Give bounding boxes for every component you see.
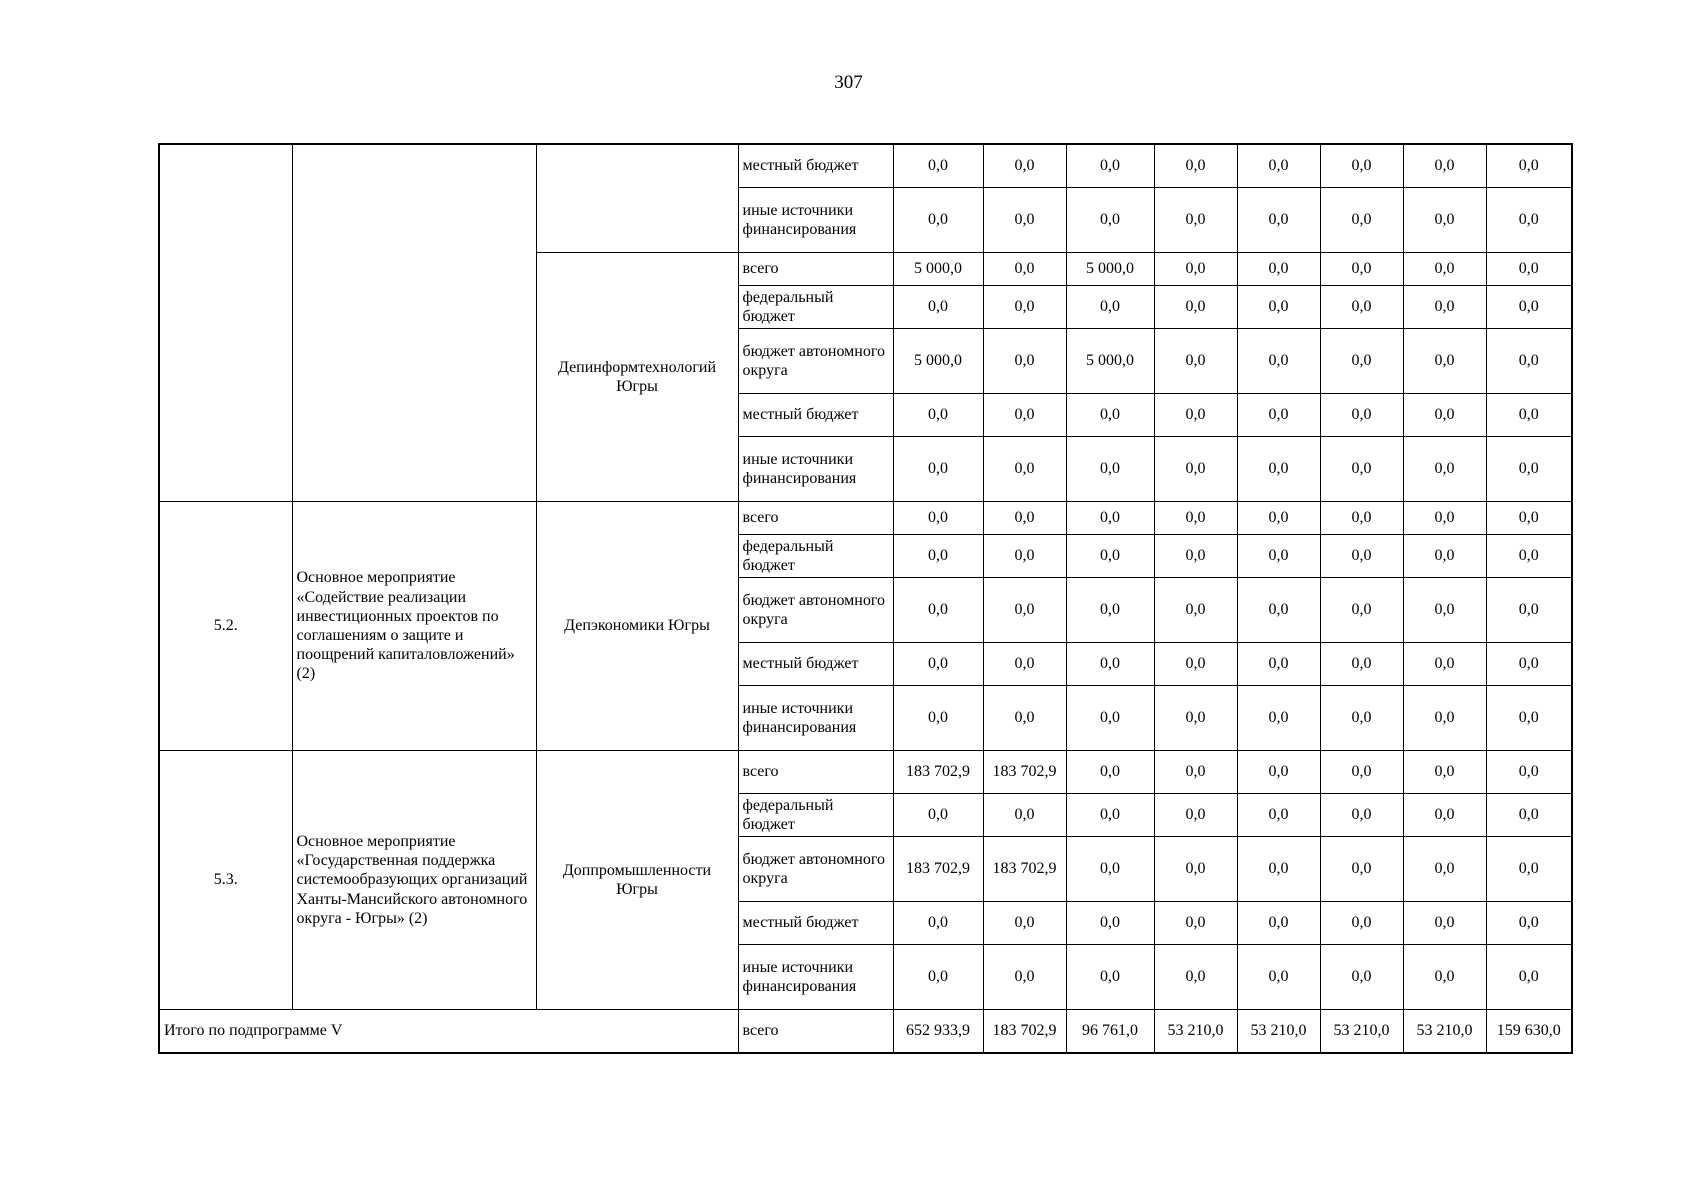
value-cell: 0,0: [1320, 902, 1403, 945]
value-cell: 183 702,9: [983, 751, 1066, 794]
value-cell: 0,0: [1237, 578, 1320, 643]
source-cell: федеральный бюджет: [738, 535, 893, 578]
value-cell: 0,0: [1237, 329, 1320, 394]
index-cell: [159, 144, 292, 502]
value-cell: 0,0: [1320, 188, 1403, 253]
value-cell: 0,0: [1403, 502, 1486, 535]
value-cell: 0,0: [1154, 945, 1237, 1010]
value-cell: 0,0: [1403, 794, 1486, 837]
total-value-cell: 53 210,0: [1154, 1010, 1237, 1054]
value-cell: 0,0: [1486, 253, 1572, 286]
value-cell: 0,0: [893, 144, 983, 188]
value-cell: 0,0: [1154, 902, 1237, 945]
value-cell: 0,0: [1486, 643, 1572, 686]
value-cell: 0,0: [893, 945, 983, 1010]
item-index: 5.3.: [159, 751, 292, 1010]
value-cell: 0,0: [1154, 686, 1237, 751]
value-cell: 0,0: [1066, 578, 1154, 643]
value-cell: 0,0: [893, 437, 983, 502]
total-row: [159, 1010, 1572, 1054]
value-cell: 0,0: [893, 188, 983, 253]
value-cell: 0,0: [1320, 502, 1403, 535]
value-cell: 0,0: [1237, 535, 1320, 578]
value-cell: 0,0: [1154, 837, 1237, 902]
value-cell: 0,0: [1154, 144, 1237, 188]
value-cell: 0,0: [1320, 578, 1403, 643]
value-cell: 0,0: [1320, 643, 1403, 686]
source-cell: местный бюджет: [738, 394, 893, 437]
value-cell: 0,0: [983, 794, 1066, 837]
value-cell: 5 000,0: [893, 253, 983, 286]
value-cell: 0,0: [1154, 535, 1237, 578]
value-cell: 0,0: [1403, 188, 1486, 253]
total-value-cell: 53 210,0: [1320, 1010, 1403, 1054]
value-cell: 0,0: [893, 902, 983, 945]
value-cell: 0,0: [1066, 751, 1154, 794]
source-cell: иные источники финансирования: [738, 188, 893, 253]
value-cell: 0,0: [1237, 394, 1320, 437]
value-cell: 0,0: [983, 686, 1066, 751]
total-label: Итого по подпрограмме V: [159, 1010, 738, 1054]
value-cell: 0,0: [1237, 253, 1320, 286]
table-row: [159, 144, 1572, 188]
value-cell: 0,0: [1154, 578, 1237, 643]
value-cell: 0,0: [1486, 535, 1572, 578]
value-cell: 0,0: [1066, 437, 1154, 502]
value-cell: 0,0: [1403, 394, 1486, 437]
value-cell: 0,0: [1154, 329, 1237, 394]
value-cell: 0,0: [983, 578, 1066, 643]
value-cell: 0,0: [1154, 794, 1237, 837]
name-cell: [292, 144, 536, 502]
total-value-cell: 53 210,0: [1237, 1010, 1320, 1054]
source-cell: иные источники финансирования: [738, 945, 893, 1010]
budget-table: [158, 143, 1573, 1054]
value-cell: 0,0: [1403, 945, 1486, 1010]
value-cell: 0,0: [1237, 751, 1320, 794]
value-cell: 0,0: [1403, 437, 1486, 502]
value-cell: 0,0: [893, 394, 983, 437]
value-cell: 0,0: [1486, 329, 1572, 394]
value-cell: 0,0: [1237, 286, 1320, 329]
value-cell: 0,0: [893, 578, 983, 643]
value-cell: 0,0: [1154, 286, 1237, 329]
value-cell: 0,0: [1237, 686, 1320, 751]
source-cell: местный бюджет: [738, 902, 893, 945]
source-cell: бюджет автономного округа: [738, 837, 893, 902]
item-name: Основное мероприятие «Содействие реализации инвестиционных проектов по соглашениям о защите и поощрений капиталовложений» (2): [292, 502, 536, 751]
value-cell: 0,0: [1066, 837, 1154, 902]
value-cell: 0,0: [893, 643, 983, 686]
value-cell: 0,0: [1154, 751, 1237, 794]
value-cell: 0,0: [1066, 686, 1154, 751]
executor-cell: Депэкономики Югры: [536, 502, 738, 751]
executor-cell: Доппромышленности Югры: [536, 751, 738, 1010]
value-cell: 0,0: [1486, 578, 1572, 643]
value-cell: 0,0: [1154, 188, 1237, 253]
value-cell: 183 702,9: [893, 751, 983, 794]
value-cell: 0,0: [1154, 437, 1237, 502]
value-cell: 0,0: [983, 253, 1066, 286]
source-cell: местный бюджет: [738, 144, 893, 188]
value-cell: 0,0: [1486, 286, 1572, 329]
value-cell: 0,0: [1237, 437, 1320, 502]
value-cell: 0,0: [1320, 253, 1403, 286]
value-cell: 0,0: [1486, 902, 1572, 945]
total-value-cell: 96 761,0: [1066, 1010, 1154, 1054]
value-cell: 0,0: [1486, 794, 1572, 837]
value-cell: 0,0: [1403, 902, 1486, 945]
source-cell: всего: [738, 253, 893, 286]
value-cell: 0,0: [1320, 686, 1403, 751]
value-cell: 0,0: [1237, 502, 1320, 535]
value-cell: 0,0: [983, 902, 1066, 945]
value-cell: 0,0: [983, 502, 1066, 535]
value-cell: 0,0: [1320, 794, 1403, 837]
value-cell: 0,0: [1154, 253, 1237, 286]
value-cell: 0,0: [1486, 144, 1572, 188]
page-number: 307: [834, 72, 863, 93]
value-cell: 183 702,9: [893, 837, 983, 902]
value-cell: 0,0: [1154, 394, 1237, 437]
value-cell: 0,0: [1237, 643, 1320, 686]
value-cell: 0,0: [983, 144, 1066, 188]
value-cell: 0,0: [1486, 751, 1572, 794]
value-cell: 0,0: [1403, 643, 1486, 686]
value-cell: 0,0: [1066, 794, 1154, 837]
value-cell: 0,0: [1066, 643, 1154, 686]
value-cell: 0,0: [1403, 837, 1486, 902]
value-cell: 0,0: [893, 686, 983, 751]
value-cell: 0,0: [1320, 535, 1403, 578]
value-cell: 0,0: [1320, 945, 1403, 1010]
value-cell: 0,0: [983, 394, 1066, 437]
value-cell: 0,0: [1066, 144, 1154, 188]
value-cell: 0,0: [1486, 502, 1572, 535]
value-cell: 0,0: [1066, 535, 1154, 578]
item-index: 5.2.: [159, 502, 292, 751]
value-cell: 0,0: [1320, 329, 1403, 394]
value-cell: 0,0: [1066, 286, 1154, 329]
value-cell: 0,0: [1320, 437, 1403, 502]
value-cell: 0,0: [1066, 945, 1154, 1010]
source-cell: местный бюджет: [738, 643, 893, 686]
value-cell: 0,0: [1237, 902, 1320, 945]
source-cell: федеральный бюджет: [738, 286, 893, 329]
value-cell: 183 702,9: [983, 837, 1066, 902]
source-cell: иные источники финансирования: [738, 437, 893, 502]
value-cell: 0,0: [1320, 837, 1403, 902]
total-value-cell: 652 933,9: [893, 1010, 983, 1054]
value-cell: 0,0: [1237, 794, 1320, 837]
value-cell: 0,0: [1486, 394, 1572, 437]
value-cell: 0,0: [983, 437, 1066, 502]
value-cell: 0,0: [1320, 751, 1403, 794]
value-cell: 0,0: [1154, 502, 1237, 535]
value-cell: 0,0: [1486, 188, 1572, 253]
value-cell: 0,0: [1403, 578, 1486, 643]
table-row: [159, 502, 1572, 535]
value-cell: 0,0: [1403, 751, 1486, 794]
value-cell: 5 000,0: [1066, 329, 1154, 394]
value-cell: 0,0: [1066, 188, 1154, 253]
value-cell: 0,0: [983, 329, 1066, 394]
value-cell: 0,0: [893, 286, 983, 329]
value-cell: 0,0: [1486, 837, 1572, 902]
value-cell: 0,0: [1237, 945, 1320, 1010]
value-cell: 0,0: [983, 286, 1066, 329]
value-cell: 0,0: [1237, 837, 1320, 902]
value-cell: 0,0: [1066, 502, 1154, 535]
source-cell: бюджет автономного округа: [738, 329, 893, 394]
value-cell: 0,0: [1066, 902, 1154, 945]
source-cell: бюджет автономного округа: [738, 578, 893, 643]
value-cell: 0,0: [983, 535, 1066, 578]
value-cell: 0,0: [1320, 286, 1403, 329]
value-cell: 5 000,0: [893, 329, 983, 394]
total-value-cell: 183 702,9: [983, 1010, 1066, 1054]
source-cell: иные источники финансирования: [738, 686, 893, 751]
value-cell: 0,0: [983, 945, 1066, 1010]
value-cell: 0,0: [1403, 253, 1486, 286]
value-cell: 0,0: [893, 502, 983, 535]
value-cell: 0,0: [983, 643, 1066, 686]
value-cell: 0,0: [1154, 643, 1237, 686]
value-cell: 0,0: [1320, 394, 1403, 437]
source-cell: всего: [738, 1010, 893, 1054]
total-value-cell: 159 630,0: [1486, 1010, 1572, 1054]
value-cell: 0,0: [1403, 329, 1486, 394]
executor-cell: [536, 144, 738, 253]
value-cell: 0,0: [1486, 945, 1572, 1010]
value-cell: 5 000,0: [1066, 253, 1154, 286]
value-cell: 0,0: [983, 188, 1066, 253]
executor-cell: Депинформтехнологий Югры: [536, 253, 738, 502]
value-cell: 0,0: [1066, 394, 1154, 437]
value-cell: 0,0: [1320, 144, 1403, 188]
item-name: Основное мероприятие «Государственная поддержка системообразующих организаций Ханты-Мансийского автономного округа - Югры» (2): [292, 751, 536, 1010]
value-cell: 0,0: [893, 794, 983, 837]
value-cell: 0,0: [1403, 286, 1486, 329]
value-cell: 0,0: [893, 535, 983, 578]
source-cell: всего: [738, 502, 893, 535]
total-value-cell: 53 210,0: [1403, 1010, 1486, 1054]
value-cell: 0,0: [1403, 144, 1486, 188]
source-cell: федеральный бюджет: [738, 794, 893, 837]
value-cell: 0,0: [1237, 144, 1320, 188]
value-cell: 0,0: [1486, 437, 1572, 502]
value-cell: 0,0: [1403, 535, 1486, 578]
value-cell: 0,0: [1486, 686, 1572, 751]
table-row: [159, 751, 1572, 794]
source-cell: всего: [738, 751, 893, 794]
value-cell: 0,0: [1237, 188, 1320, 253]
value-cell: 0,0: [1403, 686, 1486, 751]
